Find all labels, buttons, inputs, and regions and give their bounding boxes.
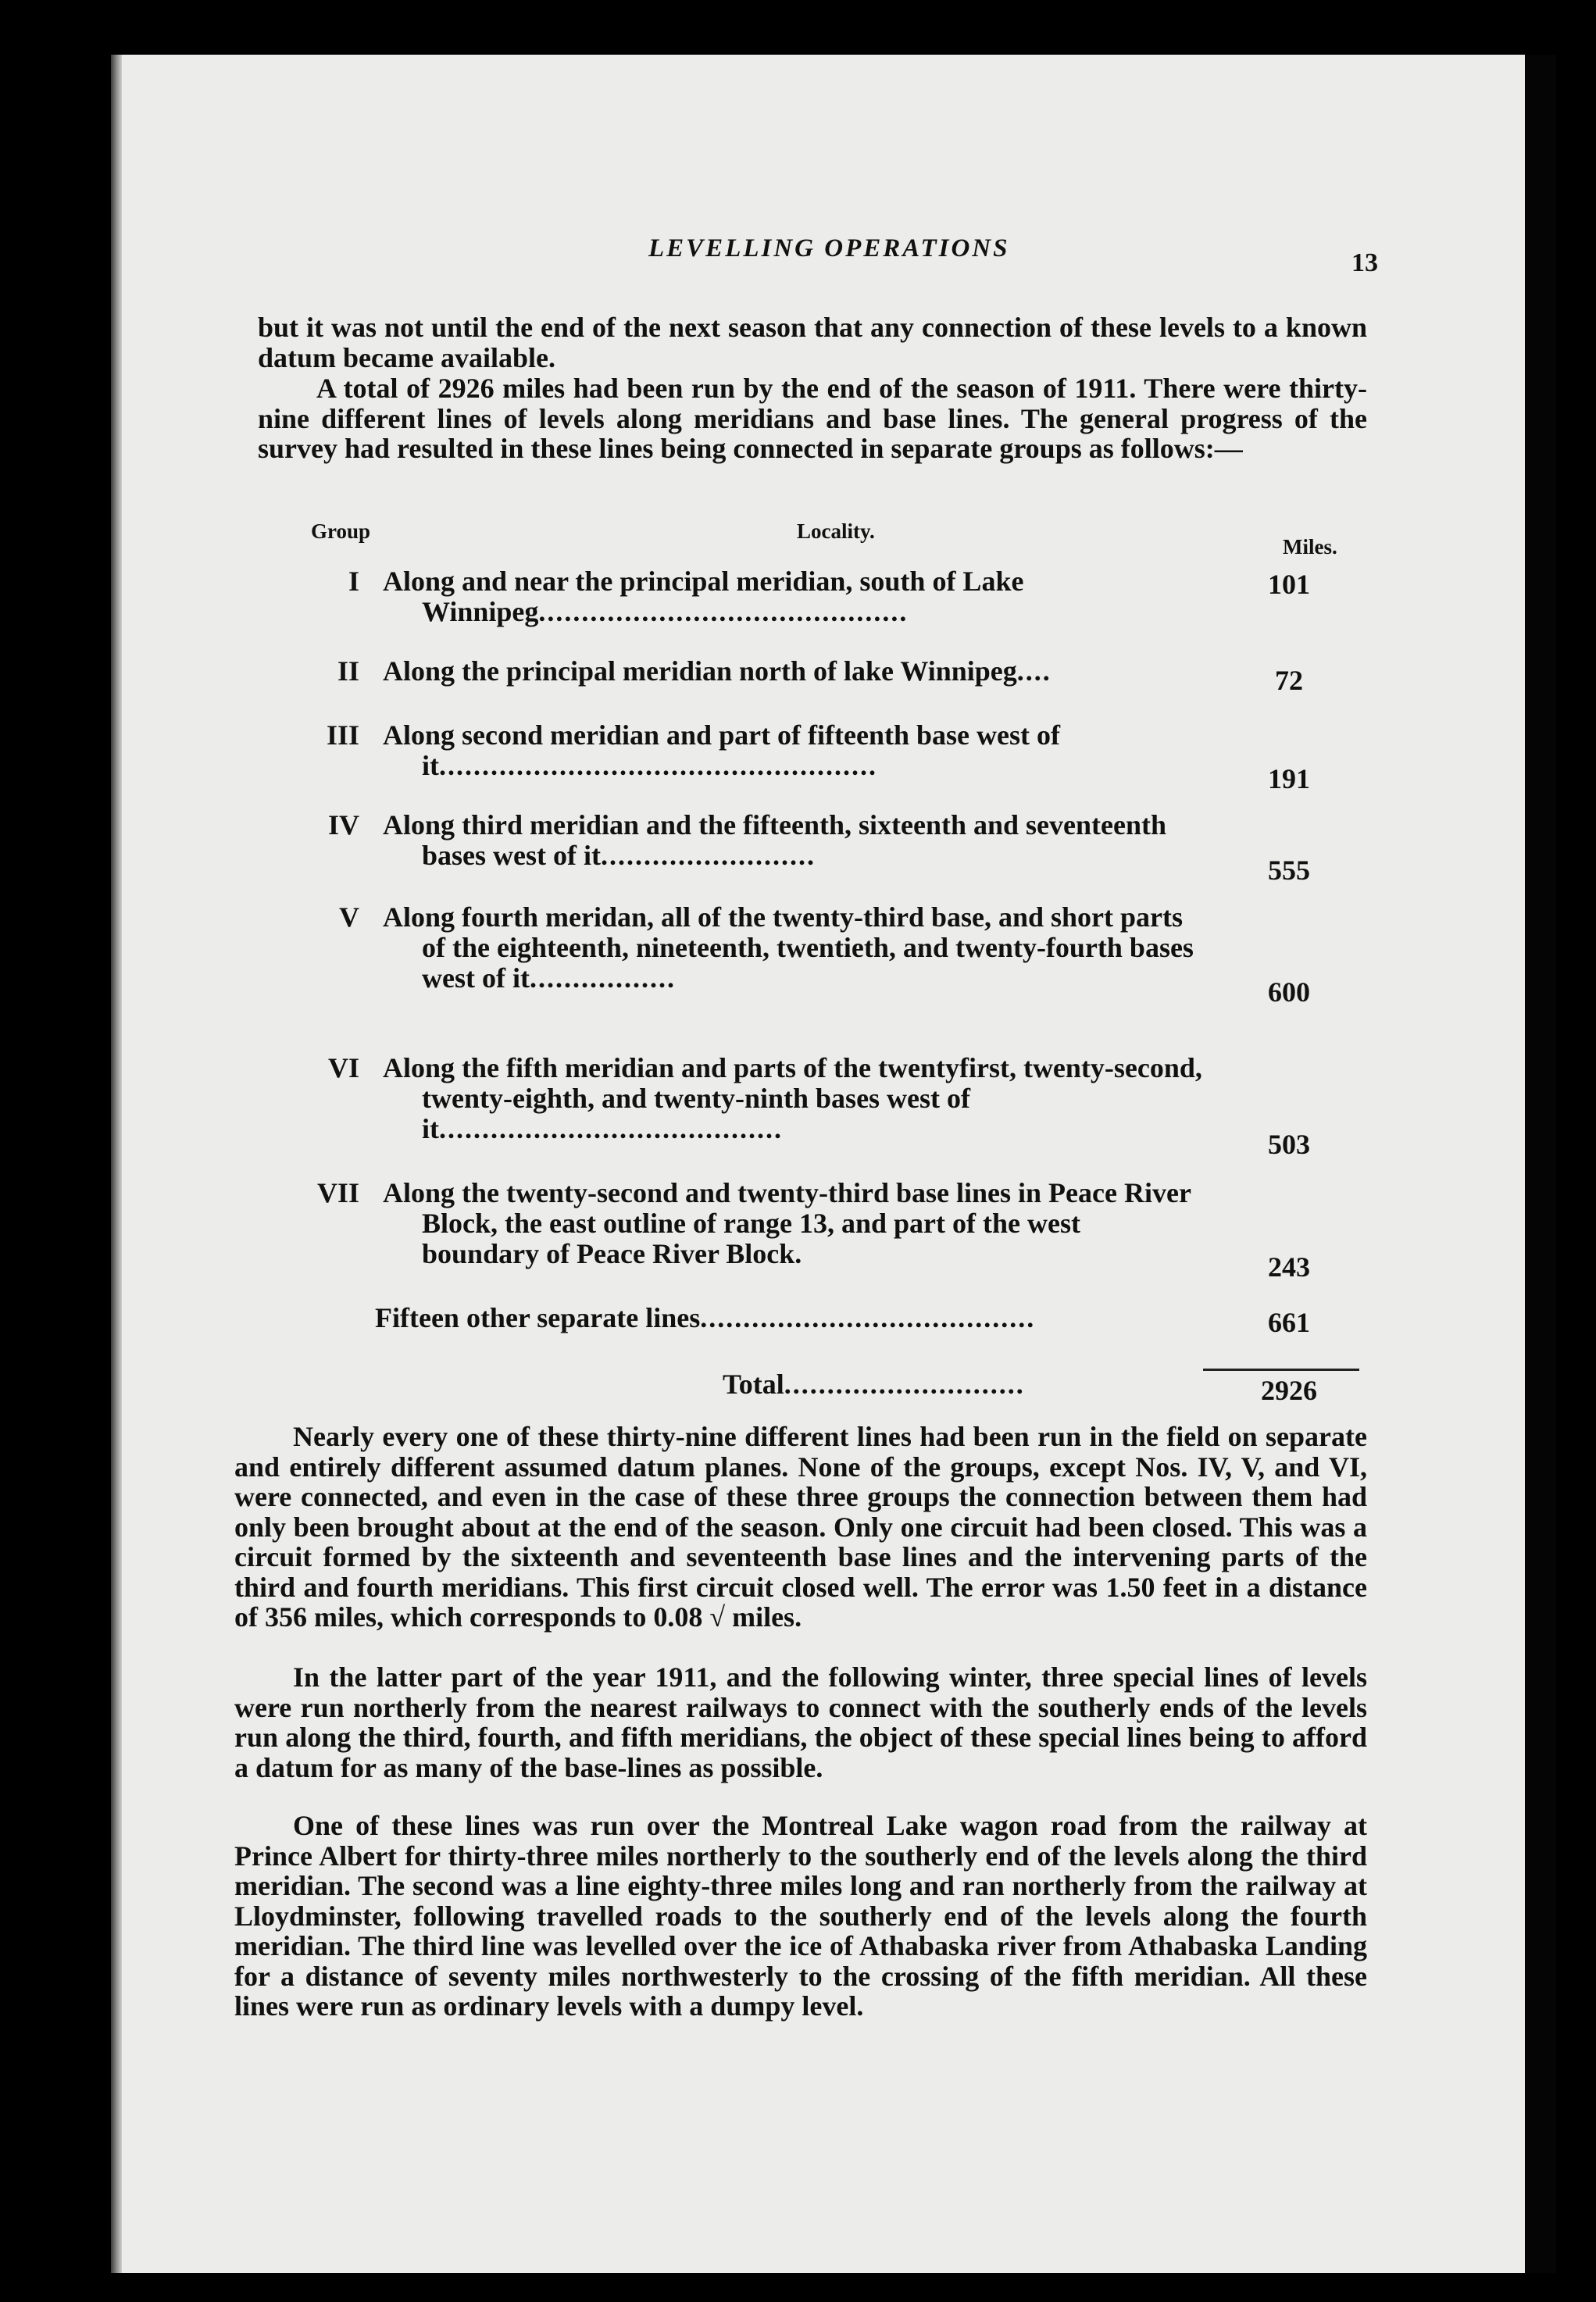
leader-dots: ................. (529, 962, 676, 994)
paragraph-special-lines: In the latter part of the year 1911, and the following winter, three special lines of levels were run northerly from the nearest railways to connect with the southerly ends of the levels run along the third, fourth, and fifth meridians, the object of these special lines being to afford a datum for as many of the base-lines as possible. (234, 1661, 1367, 1783)
group-numeral: VI (327, 1052, 359, 1083)
group-locality: Along third meridian and the fifteenth, sixteenth and seventeenth bases west of it (383, 809, 1167, 871)
leader-dots: ......................... (600, 840, 816, 871)
group-miles: 503 (1268, 1129, 1310, 1160)
leader-dots: ................................................... (439, 750, 877, 781)
group-locality: Along second meridian and part of fifteenth base west of it (383, 719, 1060, 781)
leader-dots: .... (1016, 655, 1052, 687)
other-lines-miles: 661 (1268, 1307, 1310, 1338)
leader-dots: ....................................... (700, 1302, 1036, 1333)
group-numeral: III (326, 719, 359, 751)
group-numeral: V (339, 901, 359, 933)
group-numeral: I (348, 566, 359, 597)
group-miles: 600 (1268, 976, 1310, 1008)
running-title: LEVELLING OPERATIONS (648, 234, 1010, 262)
group-locality: Along and near the principal meridian, south of Lake Winnipeg (383, 566, 1024, 627)
group-miles: 555 (1268, 855, 1310, 886)
total-miles: 2926 (1261, 1375, 1317, 1406)
group-locality: Along fourth meridan, all of the twenty-third base, and short parts of the eighteenth, nineteenth, twentieth, and twenty-fourth bases west of it (383, 901, 1194, 994)
table-header-locality: Locality. (797, 519, 875, 543)
group-numeral: II (337, 655, 359, 687)
total-label: Total (723, 1369, 784, 1400)
paragraph-continuation: but it was not until the end of the next season that any connection of these levels to a known datum became available. (258, 312, 1367, 373)
group-miles: 101 (1268, 569, 1310, 600)
group-locality: Along the fifth meridian and parts of the twentyfirst, twenty-second, twenty-eighth, and twenty-ninth bases west of it (383, 1052, 1202, 1144)
page-number: 13 (1351, 248, 1378, 277)
paragraph-total-miles: A total of 2926 miles had been run by the end of the season of 1911. There were thirty-nine different lines of levels along meridians and base lines. The general progress of the survey had resulted in these lines being connected in separate groups as follows:— (258, 373, 1367, 464)
group-numeral: VII (316, 1177, 359, 1208)
table-header-miles: Miles. (1283, 535, 1337, 559)
group-locality: Along the principal meridian north of lake Winnipeg (383, 655, 1017, 687)
table-header-group: Group (311, 519, 371, 543)
group-numeral: IV (327, 809, 359, 840)
paragraph-datum-planes: Nearly every one of these thirty-nine different lines had been run in the field on separate and entirely different assumed datum planes. None of the groups, except Nos. IV, V, and VI, were connected, and even in the case of these three groups the connection between them had only been brought about at the end of the season. Only one circuit had been closed. This was a circuit formed by the sixteenth and seventeenth base lines and the intervening parts of the third and fourth meridians. This first circuit closed well. The error was 1.50 feet in a distance of 356 miles, which corresponds to 0.08 √ miles. (234, 1421, 1367, 1633)
paragraph-three-lines: One of these lines was run over the Montreal Lake wagon road from the railway at Prince Albert for thirty-three miles northerly to the southerly end of the levels along the third meridian. The second was a line eighty-three miles long and ran northerly from the railway at Lloydminster, following travelled roads to the southerly end of the levels along the fourth meridian. The third line was levelled over the ice of Athabaska river from Athabaska Landing for a distance of seventy miles northwesterly to the crossing of the fifth meridian. All these lines were run as ordinary levels with a dumpy level. (234, 1810, 1367, 2022)
other-lines-label: Fifteen other separate lines (375, 1302, 701, 1333)
book-binding (111, 55, 122, 2273)
leader-dots: ........................................ (439, 1113, 783, 1144)
group-miles: 243 (1268, 1251, 1310, 1283)
page-edge (1525, 55, 1556, 2273)
group-miles: 72 (1275, 665, 1303, 696)
group-locality: Along the twenty-second and twenty-third base lines in Peace River Block, the east outline of range 13, and part of the west boundary of Peace River Block. (383, 1177, 1191, 1269)
group-miles: 191 (1268, 763, 1310, 794)
leader-dots: ........................................... (538, 596, 909, 627)
total-rule (1203, 1369, 1359, 1371)
leader-dots: ............................ (784, 1369, 1025, 1400)
